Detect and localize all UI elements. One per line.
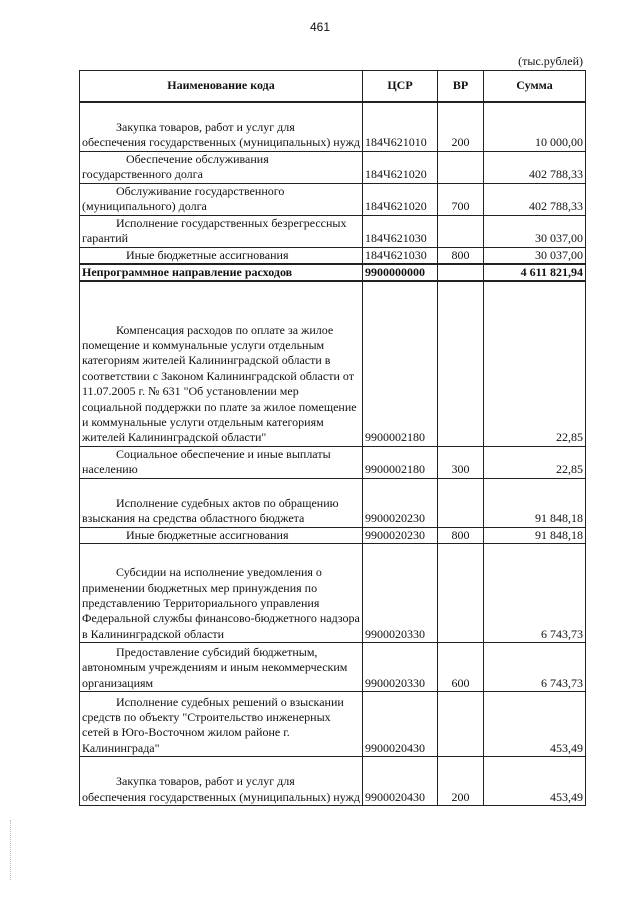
row-csr: 9900020230 (363, 527, 438, 543)
header-csr: ЦСР (363, 71, 438, 103)
row-vr: 700 (438, 183, 484, 215)
row-name: Обеспечение обслуживания государственного долга (82, 151, 269, 182)
row-sum: 91 848,18 (484, 478, 586, 527)
table-header-row (80, 71, 586, 103)
row-sum: 30 037,00 (484, 247, 586, 264)
table-row (80, 183, 586, 215)
table-row (80, 247, 586, 264)
row-sum: 22,85 (484, 446, 586, 478)
header-vr: ВР (438, 71, 484, 103)
unit-note: (тыс.рублей) (518, 54, 583, 68)
row-sum: 91 848,18 (484, 527, 586, 543)
row-name: Исполнение судебных решений о взыскании средств по объекту "Строительство инженерных сетей в Юго-Восточном жилом районе г. Калининграда" (82, 694, 344, 755)
table-row (80, 281, 586, 446)
row-name: Непрограммное направление расходов (82, 264, 293, 279)
row-vr (438, 281, 484, 446)
table-row (80, 757, 586, 806)
row-name: Предоставление субсидий бюджетным, автономным учреждениям и иным некоммерческим организациям (82, 645, 348, 690)
row-sum: 30 037,00 (484, 215, 586, 247)
table-row (80, 478, 586, 527)
row-vr (438, 544, 484, 643)
row-sum: 22,85 (484, 281, 586, 446)
row-csr: 184Ч621020 (363, 183, 438, 215)
row-name: Закупка товаров, работ и услуг для обеспечения государственных (муниципальных) нужд (82, 774, 360, 804)
row-csr: 9900002180 (363, 446, 438, 478)
row-vr: 300 (438, 446, 484, 478)
table-row (80, 102, 586, 151)
row-sum: 402 788,33 (484, 151, 586, 183)
scan-margin-mark (10, 820, 13, 880)
header-name: Наименование кода (80, 71, 363, 103)
row-csr: 9900020430 (363, 757, 438, 806)
row-sum: 4 611 821,94 (484, 264, 586, 281)
table-row (80, 643, 586, 692)
row-vr: 800 (438, 247, 484, 264)
row-sum: 6 743,73 (484, 544, 586, 643)
row-name: Обслуживание государственного (муниципального) долга (82, 183, 285, 214)
table-row (80, 446, 586, 478)
table-row-section-total (80, 264, 586, 281)
table-row (80, 692, 586, 757)
row-sum: 6 743,73 (484, 643, 586, 692)
row-csr: 9900020330 (363, 544, 438, 643)
row-vr: 200 (438, 757, 484, 806)
row-name: Иные бюджетные ассигнования (126, 527, 289, 542)
row-vr (438, 264, 484, 281)
row-sum: 402 788,33 (484, 183, 586, 215)
header-sum: Сумма (484, 71, 586, 103)
row-sum: 453,49 (484, 757, 586, 806)
row-sum: 10 000,00 (484, 102, 586, 151)
row-csr: 9900020330 (363, 643, 438, 692)
page-number: 461 (309, 20, 331, 34)
row-csr: 184Ч621010 (363, 102, 438, 151)
row-csr: 184Ч621030 (363, 247, 438, 264)
row-vr (438, 151, 484, 183)
table-row (80, 544, 586, 643)
row-name: Компенсация расходов по оплате за жилое помещение и коммунальные услуги отдельным категориям жителей Калининградской области в соответствии с Законом Калининградской области от 11.07.2005 г. № 631 "Об установлении мер социальной поддержки по плате за жилое помещение и коммунальные услуги отдельным категориям жителей Калининградской области" (82, 322, 357, 445)
row-csr: 9900000000 (363, 264, 438, 281)
row-name: Субсидии на исполнение уведомления о применении бюджетных мер принуждения по представлению Территориального управления Федеральной службы финансово-бюджетного надзора в Калининградской области (82, 565, 360, 641)
row-sum: 453,49 (484, 692, 586, 757)
row-vr: 800 (438, 527, 484, 543)
row-vr (438, 692, 484, 757)
row-vr: 200 (438, 102, 484, 151)
row-name: Исполнение государственных безрегрессных гарантий (82, 215, 347, 246)
row-name: Закупка товаров, работ и услуг для обеспечения государственных (муниципальных) нужд (82, 119, 360, 150)
row-csr: 184Ч621030 (363, 215, 438, 247)
row-vr (438, 478, 484, 527)
row-csr: 9900002180 (363, 281, 438, 446)
row-name: Иные бюджетные ассигнования (126, 247, 289, 262)
row-csr: 184Ч621020 (363, 151, 438, 183)
row-csr: 9900020230 (363, 478, 438, 527)
table-row (80, 215, 586, 247)
budget-table (79, 70, 586, 806)
row-vr: 600 (438, 643, 484, 692)
row-name: Социальное обеспечение и иные выплаты населению (82, 447, 331, 477)
table-row (80, 527, 586, 543)
row-name: Исполнение судебных актов по обращению взыскания на средства областного бюджета (82, 496, 339, 526)
row-vr (438, 215, 484, 247)
table-row (80, 151, 586, 183)
row-csr: 9900020430 (363, 692, 438, 757)
